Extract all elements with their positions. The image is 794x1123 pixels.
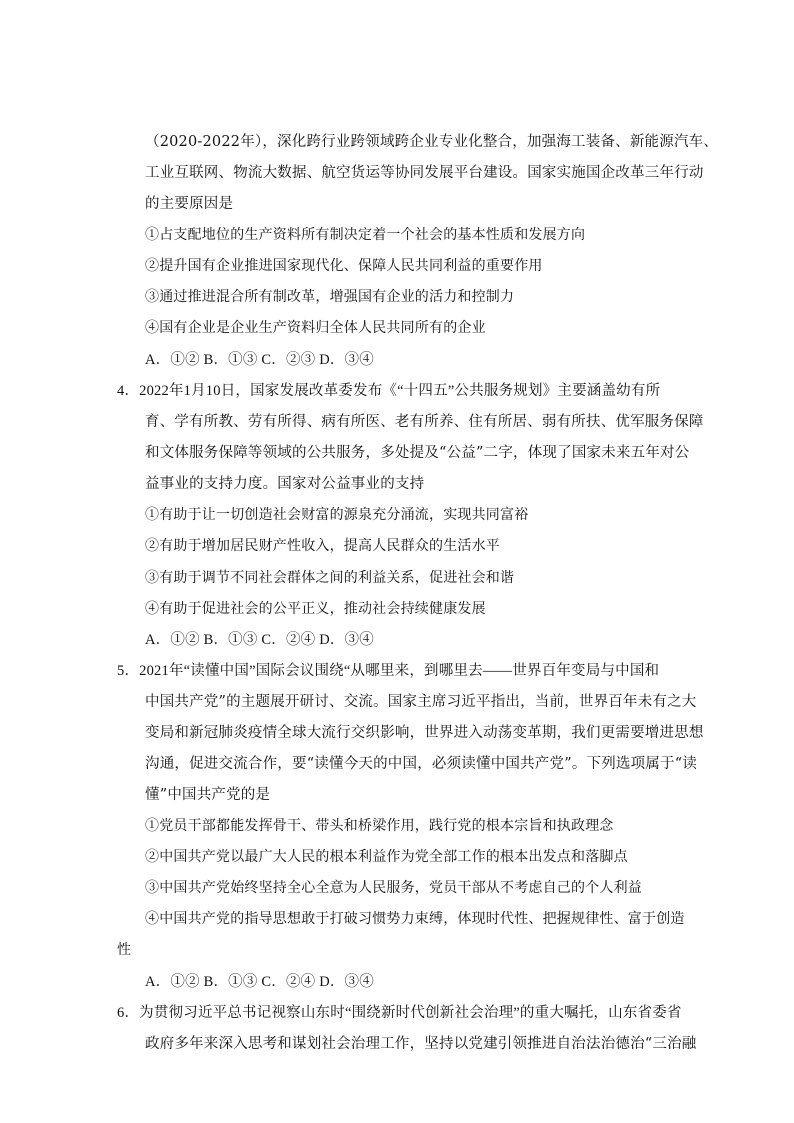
q5-stem-line-4: 沟通，促进交流合作，要“读懂今天的中国，必须读懂中国共产党”。下列选项属于“读 — [145, 756, 698, 772]
q4-option-1: ①有助于让一切创造社会财富的源泉充分涌流，实现共同富裕 — [145, 507, 529, 523]
q5-stem-line-2: 中国共产党”的主题展开研讨、交流。国家主席习近平指出，当前，世界百年未有之大 — [145, 694, 697, 710]
q3-option-3: ③通过推进混合所有制改革，增强国有企业的活力和控制力 — [145, 289, 515, 305]
q5-option-3: ③中国共产党始终坚持全心全意为人民服务，党员干部从不考虑自己的个人利益 — [145, 880, 642, 896]
q3-option-4: ④国有企业是企业生产资料归全体人民共同所有的企业 — [145, 320, 486, 336]
q4-option-3: ③有助于调节不同社会群体之间的利益关系，促进社会和谐 — [145, 570, 515, 586]
q4-stem-line-2: 育、学有所教、劳有所得、病有所医、老有所养、住有所居、弱有所扶、优军服务保障 — [145, 414, 704, 430]
q5-option-4: ④中国共产党的指导思想敢于打破习惯势力束缚，体现时代性、把握规律性、富于创造 — [145, 911, 685, 927]
q3-choices: A．①② B．①③ C．②③ D．③④ — [145, 352, 374, 368]
q5-option-2: ②中国共产党以最广大人民的根本利益作为党全部工作的根本出发点和落脚点 — [145, 849, 628, 865]
q6-stem-line-1: 6．为贯彻习近平总书记视察山东时“围绕新时代创新社会治理”的重大嘱托，山东省委省 — [117, 1005, 682, 1021]
q3-stem-line-1: （2020-2022年），深化跨行业跨领域跨企业专业化整合，加强海工装备、新能源汽车、 — [145, 134, 719, 150]
q4-choices: A．①② B．①③ C．②④ D．③④ — [145, 632, 374, 648]
q4-stem-line-1: 4．2022年1月10日，国家发展改革委发布《“十四五”公共服务规划》主要涵盖幼有所 — [117, 383, 661, 399]
q5-stem-line-1: 5．2021年“读懂中国”国际会议围绕“从哪里来，到哪里去——世界百年变局与中国和 — [117, 663, 660, 679]
q3-option-1: ①占支配地位的生产资料所有制决定着一个社会的基本性质和发展方向 — [145, 227, 586, 243]
q5-option-1: ①党员干部都能发挥骨干、带头和桥梁作用，践行党的根本宗旨和执政理念 — [145, 818, 614, 834]
q4-stem-line-3: 和文体服务保障等领域的公共服务，多处提及“公益”二字，体现了国家未来五年对公 — [145, 445, 690, 461]
q6-stem-line-2: 政府多年来深入思考和谋划社会治理工作，坚持以党建引领推进自治法治德治“三治融 — [145, 1036, 697, 1052]
q4-stem-line-4: 益事业的支持力度。国家对公益事业的支持 — [145, 476, 425, 492]
q5-stem-line-5: 懂”中国共产党的是 — [145, 787, 271, 803]
q4-option-4: ④有助于促进社会的公平正义，推动社会持续健康发展 — [145, 601, 486, 617]
q4-option-2: ②有助于增加居民财产性收入，提高人民群众的生活水平 — [145, 538, 500, 554]
q3-stem-line-2: 工业互联网、物流大数据、航空货运等协同发展平台建设。国家实施国企改革三年行动 — [145, 165, 704, 181]
q5-option-4-wrap: 性 — [117, 942, 132, 958]
q5-stem-line-3: 变局和新冠肺炎疫情全球大流行交织影响，世界进入动荡变革期，我们更需要增进思想 — [145, 725, 704, 741]
q3-stem-line-3: 的主要原因是 — [145, 196, 234, 212]
q3-option-2: ②提升国有企业推进国家现代化、保障人民共同利益的重要作用 — [145, 258, 543, 274]
q5-choices: A．①② B．①③ C．②④ D．③④ — [145, 974, 374, 990]
